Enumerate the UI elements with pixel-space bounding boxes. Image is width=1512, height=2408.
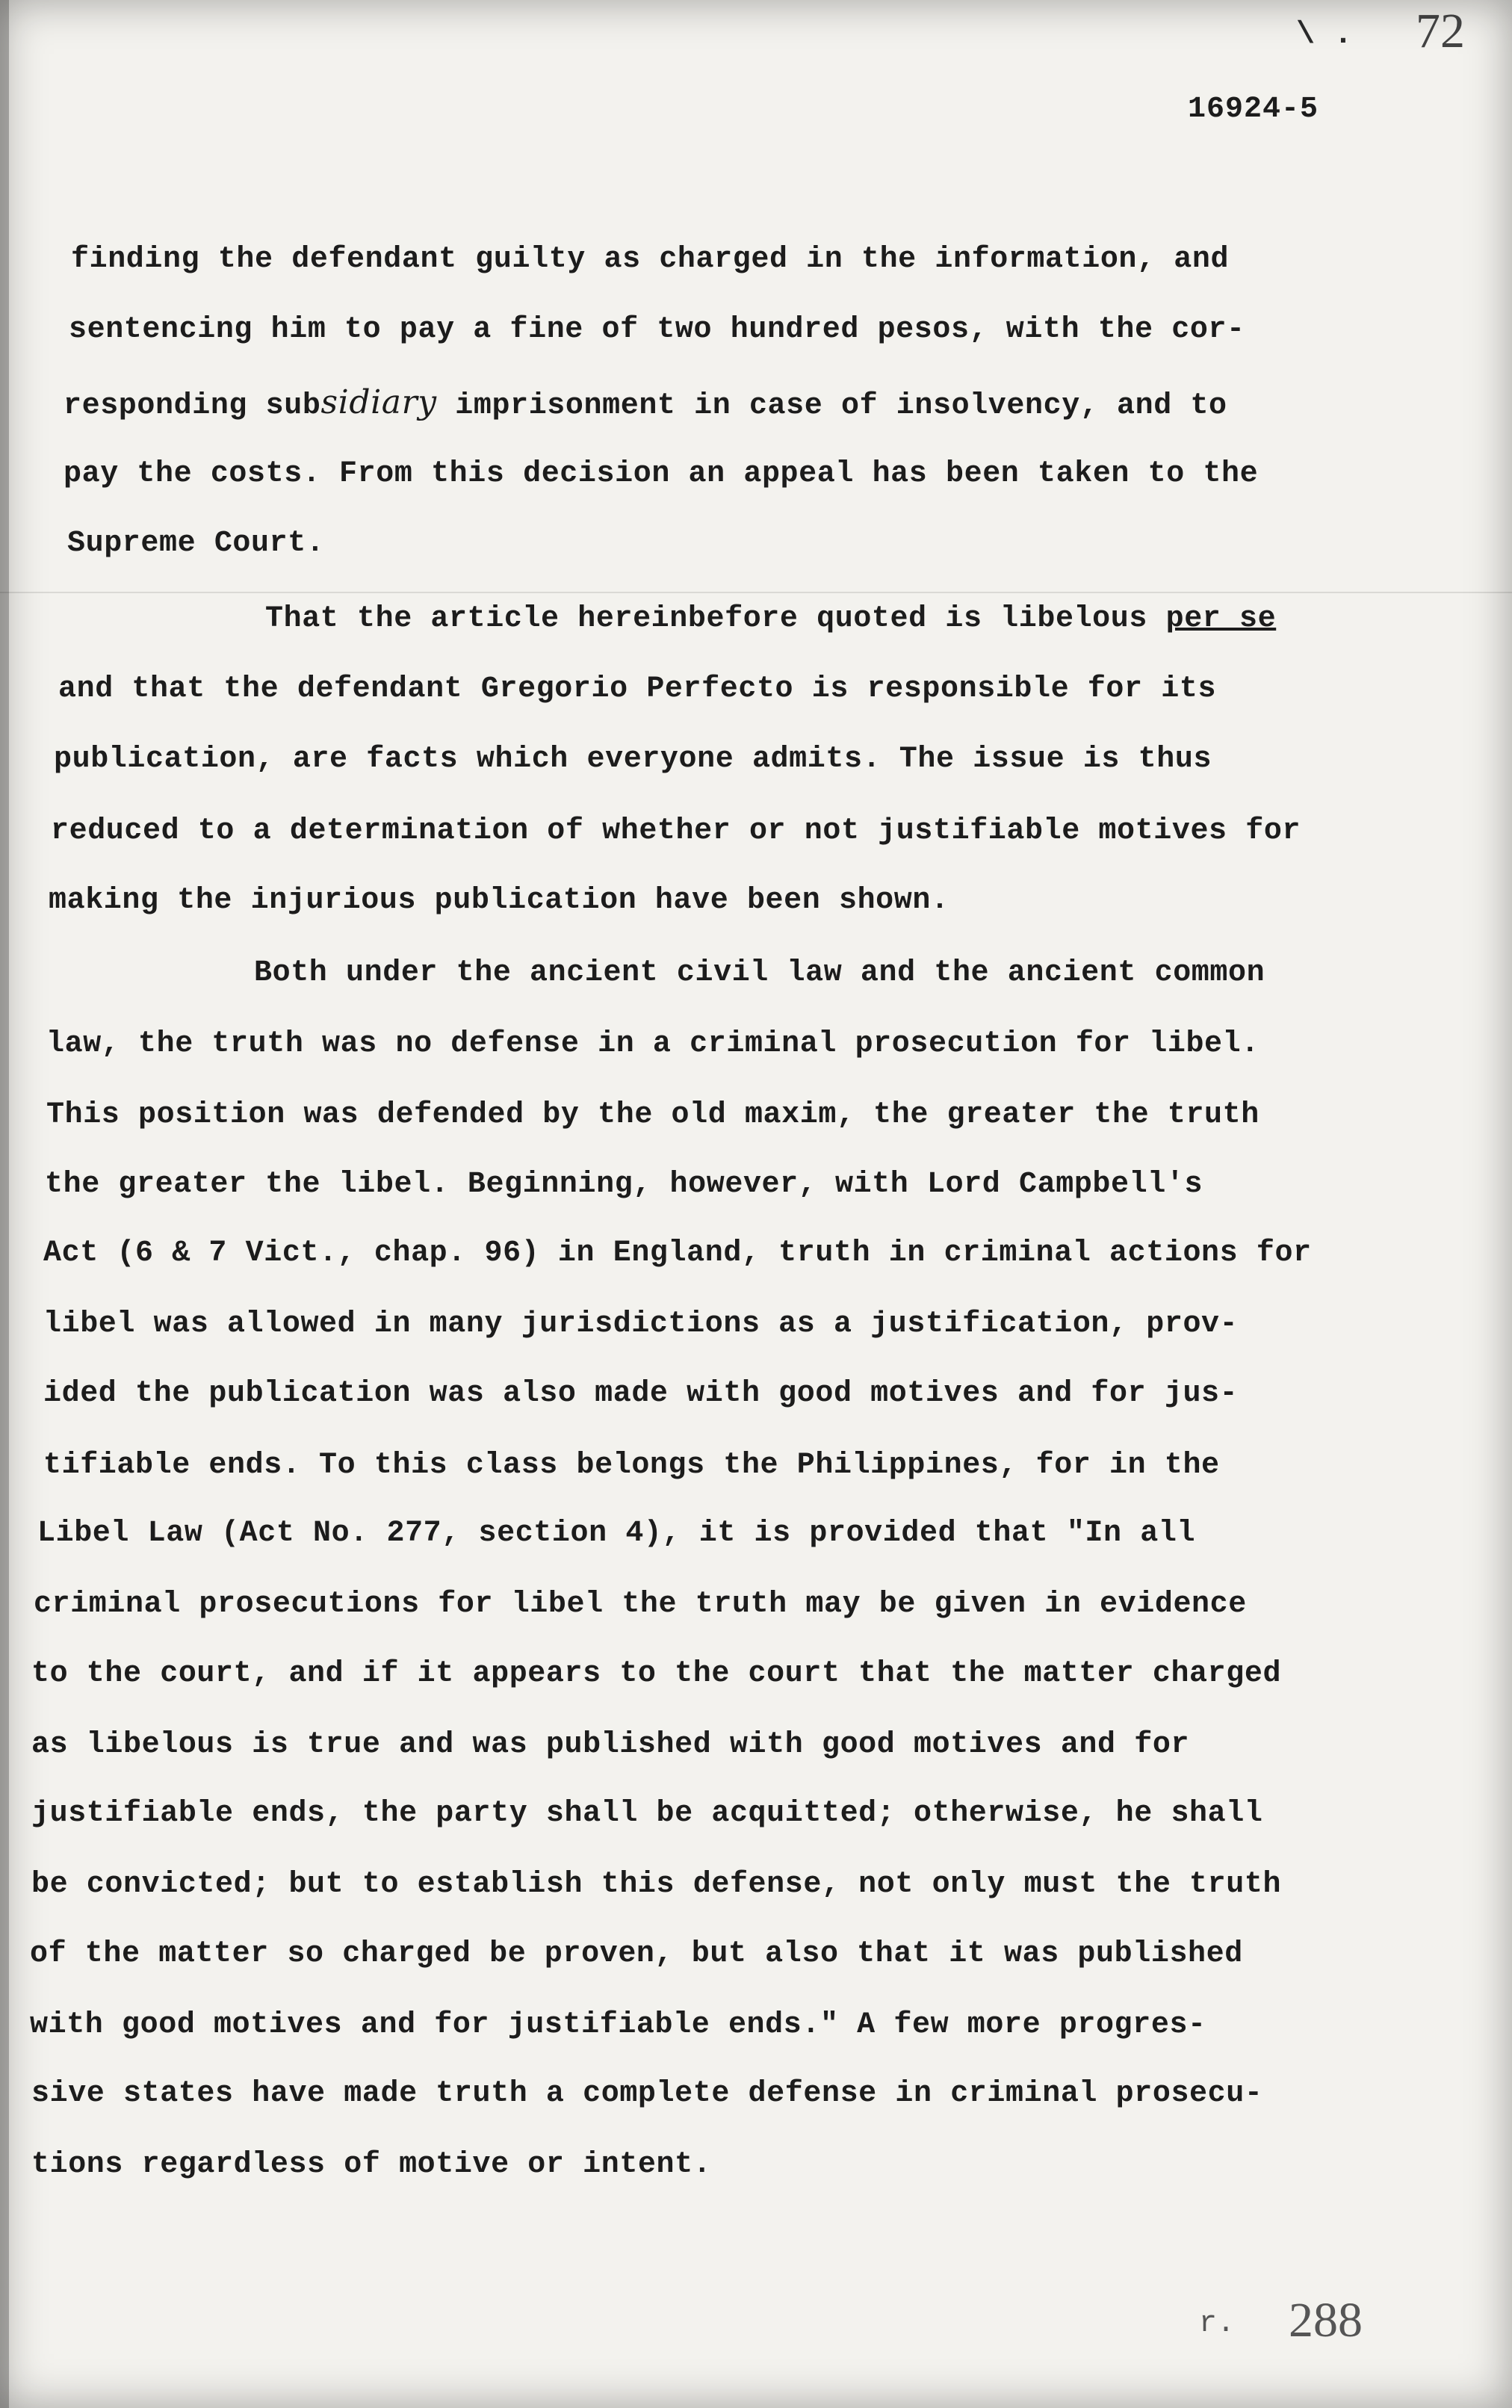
text-line: Supreme Court.: [67, 527, 325, 560]
text-line: publication, are facts which everyone admits. The issue is thus: [54, 743, 1212, 776]
footer-number: 288: [1289, 2293, 1363, 2347]
text-line: law, the truth was no defense in a criminal prosecution for libel.: [46, 1027, 1260, 1061]
text-line: criminal prosecutions for libel the truth may be given in evidence: [34, 1588, 1247, 1621]
text-line: of the matter so charged be proven, but also that it was published: [30, 1937, 1243, 1971]
text-line: Libel Law (Act No. 277, section 4), it is provided that "In all: [37, 1517, 1196, 1550]
text-line: tions regardless of motive or intent.: [31, 2148, 712, 2182]
text-line: reduced to a determination of whether or not justifiable motives for: [51, 814, 1301, 848]
text-line: justifiable ends, the party shall be acquitted; otherwise, he shall: [31, 1797, 1263, 1830]
text-line-part: imprisonment in case of insolvency, and to: [436, 389, 1227, 423]
text-line: with good motives and for justifiable ends." A few more progres-: [30, 2008, 1206, 2042]
text-line: be convicted; but to establish this defense, not only must the truth: [31, 1868, 1282, 1901]
text-line: [265, 602, 1276, 636]
footer-mark: r.: [1199, 2307, 1236, 2341]
underlined-phrase: per se: [1165, 602, 1277, 636]
text-line: to the court, and if it appears to the court that the matter charged: [31, 1657, 1282, 1691]
text-line: This position was defended by the old maxim, the greater the truth: [46, 1098, 1260, 1132]
text-line: sentencing him to pay a fine of two hundred pesos, with the cor-: [69, 313, 1245, 347]
page-number: 72: [1416, 4, 1465, 58]
text-line: sive states have made truth a complete defense in criminal prosecu-: [31, 2077, 1263, 2111]
text-line-part: responding sub: [63, 389, 321, 423]
text-line: [63, 383, 1227, 423]
text-line: Both under the ancient civil law and the ancient common: [254, 956, 1265, 990]
text-line: ided the publication was also made with good motives and for jus-: [43, 1377, 1239, 1411]
text-line: the greater the libel. Beginning, however, with Lord Campbell's: [45, 1168, 1203, 1201]
text-line: libel was allowed in many jurisdictions as a justification, prov-: [43, 1307, 1239, 1341]
text-line: making the injurious publication have been shown.: [49, 884, 949, 917]
text-line-part: That the article hereinbefore quoted is libelous: [265, 602, 1166, 636]
text-line: pay the costs. From this decision an appeal has been taken to the: [63, 457, 1259, 491]
text-line: Act (6 & 7 Vict., chap. 96) in England, truth in criminal actions for: [43, 1237, 1312, 1270]
scan-fold-line: [0, 592, 1512, 593]
document-number: 16924-5: [1188, 93, 1319, 126]
text-line: tifiable ends. To this class belongs the Philippines, for in the: [43, 1449, 1220, 1482]
text-line: and that the defendant Gregorio Perfecto is responsible for its: [58, 672, 1217, 706]
handwritten-correction: sidiary: [320, 383, 437, 421]
text-line: finding the defendant guilty as charged in the information, and: [71, 243, 1230, 276]
corner-mark: \ .: [1296, 16, 1353, 52]
text-line: as libelous is true and was published with good motives and for: [31, 1728, 1190, 1762]
